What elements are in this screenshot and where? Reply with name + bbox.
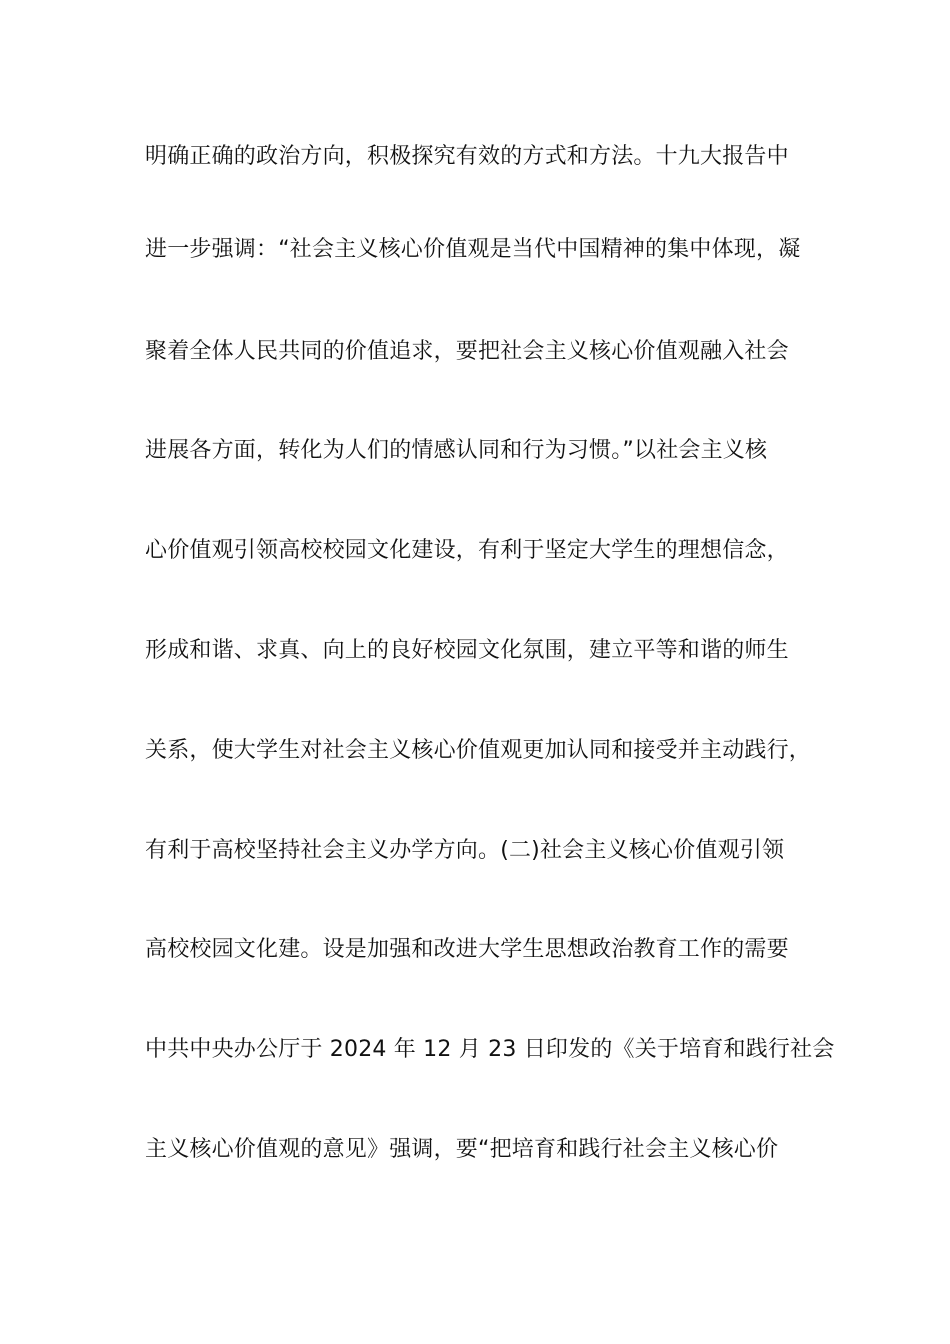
body-text-line: 高校校园文化建。设是加强和改进大学生思想政治教育工作的需要 — [145, 937, 789, 962]
body-text-line: 心价值观引领高校校园文化建设，有利于坚定大学生的理想信念， — [145, 538, 789, 563]
body-text-line: 进展各方面，转化为人们的情感认同和行为习惯。”以社会主义核 — [145, 438, 768, 463]
body-text-line: 关系，使大学生对社会主义核心价值观更加认同和接受并主动践行， — [145, 738, 812, 763]
body-text-line: 形成和谐、求真、向上的良好校园文化氛围，建立平等和谐的师生 — [145, 638, 789, 663]
body-text-line: 主义核心价值观的意见》强调，要“把培育和践行社会主义核心价 — [145, 1137, 779, 1162]
body-text-line: 明确正确的政治方向，积极探究有效的方式和方法。十九大报告中 — [145, 144, 789, 169]
body-text-line: 进一步强调：“社会主义核心价值观是当代中国精神的集中体现，凝 — [145, 237, 801, 262]
body-text-line: 有利于高校坚持社会主义办学方向。(二)社会主义核心价值观引领 — [145, 838, 785, 863]
body-text-line: 聚着全体人民共同的价值追求，要把社会主义核心价值观融入社会 — [145, 339, 789, 364]
body-text-line: 中共中央办公厅于 2024 年 12 月 23 日印发的《关于培育和践行社会 — [145, 1037, 835, 1062]
